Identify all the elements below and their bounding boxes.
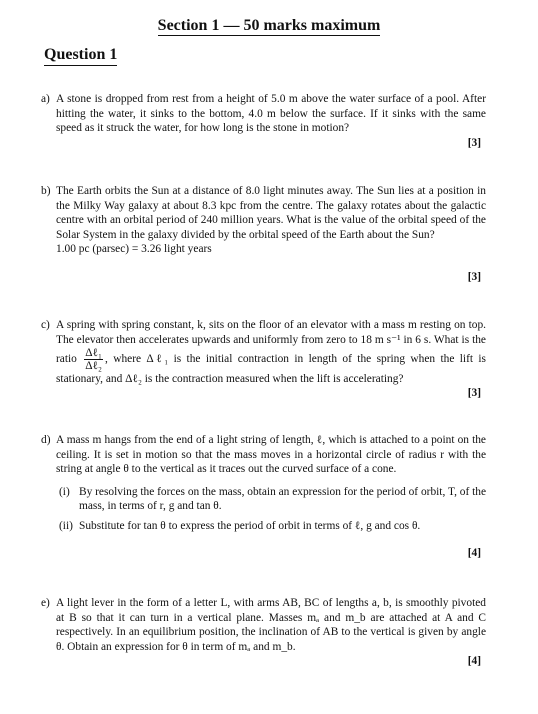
part-a <box>41 92 486 136</box>
section-title <box>0 16 538 36</box>
part-e-marks: [4] <box>467 655 481 667</box>
fraction-denominator: Δℓ₂ <box>85 360 103 373</box>
part-b-note: 1.00 pc (parsec) = 3.26 light years <box>56 243 212 256</box>
part-c-letter: c) <box>41 319 50 331</box>
part-a-text: A stone is dropped from rest from a height of 5.0 m above the water surface of a pool. After hitting the water, it sinks to the bottom, 4.0 m below the surface. If it sinks with the same speed as it struck the water, for how long is the stone in motion? <box>56 93 486 135</box>
part-c <box>41 318 486 387</box>
question-title: Question 1 <box>44 45 117 66</box>
part-d-sub-ii <box>59 519 486 534</box>
part-a-letter: a) <box>41 93 50 105</box>
part-d-text: A mass m hangs from the end of a light string of length, ℓ, which is attached to a point on the ceiling. It is set in motion so that the mass moves in a horizontal circle of radius r with the string at angle θ to the vertical as it traces out the curved surface of a cone. <box>56 434 486 476</box>
part-c-text <box>56 318 486 387</box>
part-c-text-2a: What is the ratio <box>56 333 486 366</box>
sub-ii-text: Substitute for tan θ to express the period of orbit in terms of ℓ, g and cos θ. <box>79 519 421 532</box>
sub-i-number: (i) <box>59 485 70 498</box>
part-c-text-1: A spring with spring constant, k, sits on the floor of an elevator with a mass m resting on top. The elevator then accelerates upwards and uniformly from zero to 18 m s⁻¹ in 6 s. <box>56 319 486 346</box>
part-b-text: The Earth orbits the Sun at a distance of 8.0 light minutes away. The Sun lies at a position in the Milky Way galaxy at about 8.3 kpc from the centre. The galaxy rotates about the galactic centre with an orbital period of 240 million years. What is the value of the orbital speed of the Solar System in the galaxy divided by the orbital speed of the Earth about the Sun? <box>56 185 486 241</box>
part-b <box>41 184 486 257</box>
part-d-sub-i <box>59 485 487 514</box>
part-b-marks: [3] <box>467 271 481 283</box>
part-a-marks: [3] <box>467 137 481 149</box>
fraction-numerator: Δℓ₁ <box>85 347 103 360</box>
part-e-text: A light lever in the form of a letter L, with arms AB, BC of lengths a, b, is smoothly pivoted at B so that it can turn in a vertical plane. Masses mₐ and m_b are attached at A and C respectively. In an equilibrium position, the inclination of AB to the vertical is given by angle θ. Obtain an expression for θ in term of mₐ and m_b. <box>56 597 486 653</box>
sub-i-text: By resolving the forces on the mass, obtain an expression for the period of orbit, T, of the mass, in terms of r, g and tan θ. <box>79 485 487 513</box>
part-e <box>41 596 486 654</box>
part-c-text-2b: , where Δℓ₁ is the initial contraction in length of the spring when the lift is stationary, and Δℓ₂ is the contraction measured when the lift is accelerating? <box>56 353 486 386</box>
part-d-marks: [4] <box>467 547 481 559</box>
part-d-letter: d) <box>41 434 51 446</box>
part-e-letter: e) <box>41 597 50 609</box>
part-c-marks: [3] <box>467 387 481 399</box>
sub-ii-number: (ii) <box>59 519 73 532</box>
part-d <box>41 433 486 534</box>
part-b-letter: b) <box>41 185 51 197</box>
ratio-fraction <box>84 347 103 372</box>
section-title-text: Section 1 — 50 marks maximum <box>157 17 381 34</box>
